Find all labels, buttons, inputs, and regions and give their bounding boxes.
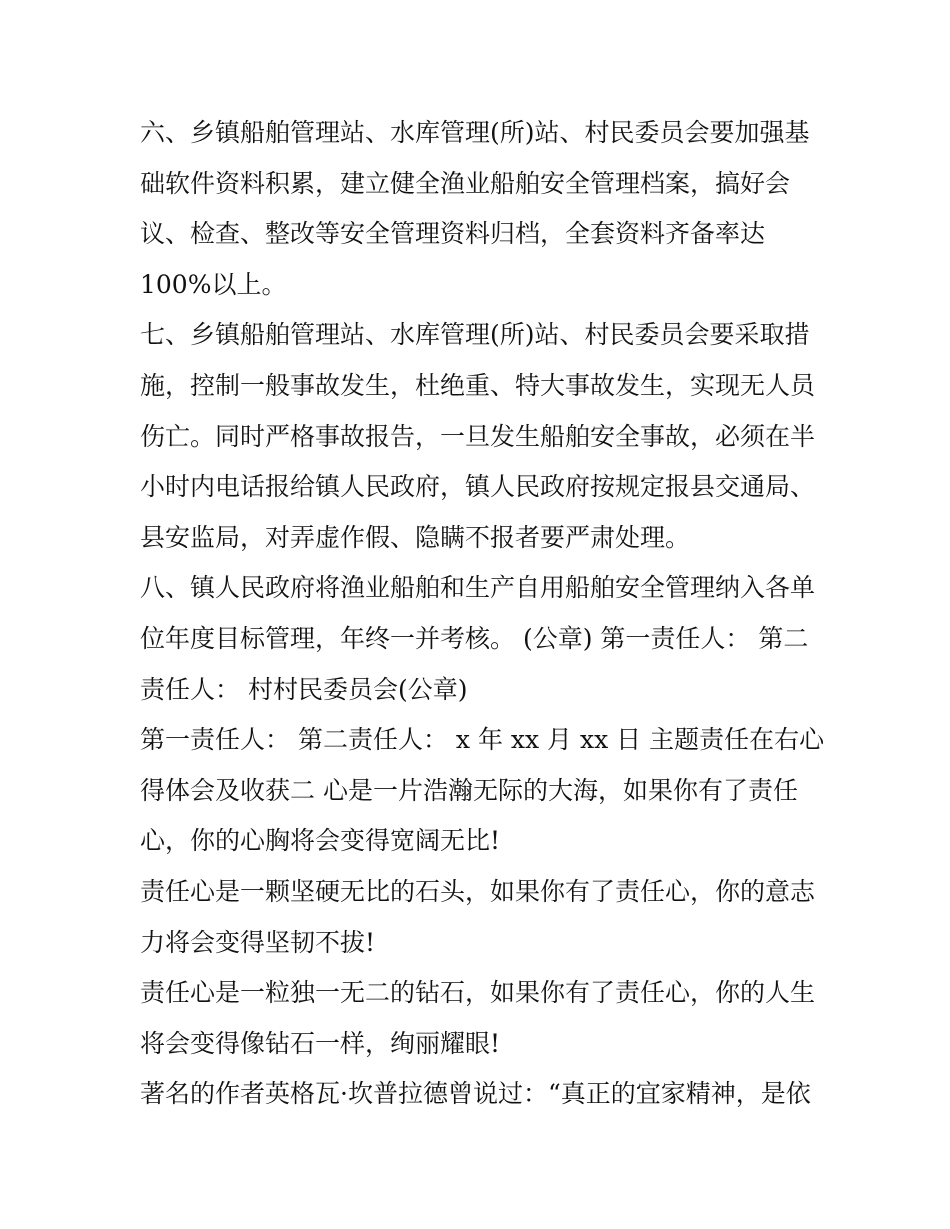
text-line-11: 位年度目标管理，年终一并考核。 (公章) 第一责任人： 第二 <box>140 623 809 653</box>
text-line-20: 著名的作者英格瓦·坎普拉德曾说过：“真正的宜家精神，是依 <box>140 1079 811 1109</box>
text-line-8: 小时内电话报给镇人民政府，镇人民政府按规定报县交通局、 <box>140 472 816 502</box>
text-line-18: 责任心是一粒独一无二的钻石，如果你有了责任心，你的人生 <box>140 978 816 1008</box>
text-line-4: 100%以上。 <box>140 269 287 299</box>
text-line-19: 将会变得像钻石一样，绚丽耀眼! <box>140 1028 501 1058</box>
text-line-1: 六、乡镇船舶管理站、水库管理(所)站、村民委员会要加强基 <box>140 118 810 147</box>
text-line-12: 责任人： 村村民委员会(公章) <box>140 674 468 704</box>
text-line-10: 八、镇人民政府将渔业船舶和生产自用船舶安全管理纳入各单 <box>140 573 816 603</box>
text-line-5: 七、乡镇船舶管理站、水库管理(所)站、村民委员会要采取措 <box>140 320 810 350</box>
text-line-6: 施，控制一般事故发生，杜绝重、特大事故发生，实现无人员 <box>140 370 816 400</box>
text-line-3: 议、检查、整改等安全管理资料归档，全套资料齐备率达 <box>140 219 766 249</box>
text-line-15: 心，你的心胸将会变得宽阔无比! <box>140 826 501 856</box>
text-line-16: 责任心是一颗坚硬无比的石头，如果你有了责任心，你的意志 <box>140 876 816 906</box>
text-line-17: 力将会变得坚韧不拔! <box>140 927 376 957</box>
text-line-13: 第一责任人： 第二责任人： x 年 xx 月 xx 日 主题责任在右心 <box>140 725 825 755</box>
text-line-7: 伤亡。同时严格事故报告，一旦发生船舶安全事故，必须在半 <box>140 421 816 451</box>
text-line-14: 得体会及收获二 心是一片浩瀚无际的大海，如果你有了责任 <box>140 775 798 805</box>
text-line-2: 础软件资料积累，建立健全渔业船舶安全管理档案，搞好会 <box>140 168 791 198</box>
document-body <box>140 108 830 1120</box>
text-line-9: 县安监局，对弄虚作假、隐瞒不报者要严肃处理。 <box>140 522 691 552</box>
